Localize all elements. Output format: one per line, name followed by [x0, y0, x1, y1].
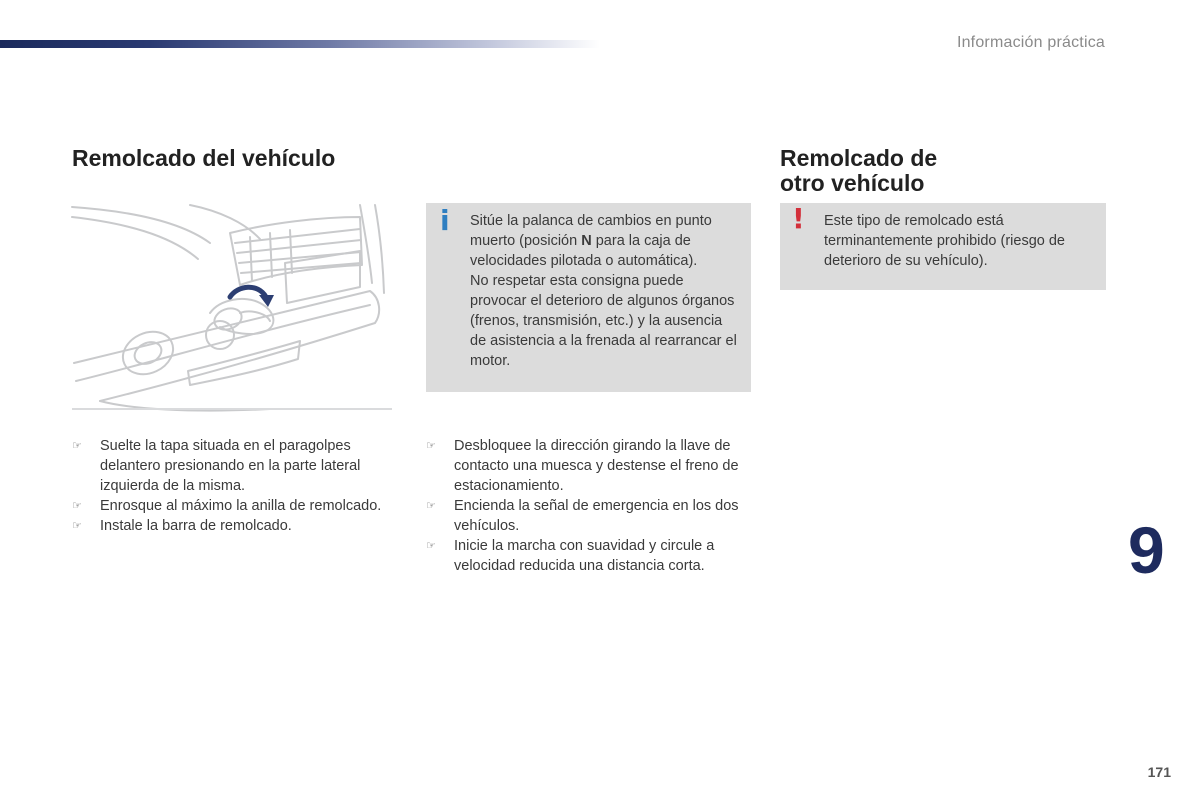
step-text: Inicie la marcha con suavidad y circule a velocidad reducida una distancia corta.	[454, 538, 715, 574]
pointing-hand-icon: ☞	[72, 519, 82, 532]
step-text: Suelte la tapa situada en el paragolpes delantero presionando en la parte lateral izquierda de la misma.	[100, 438, 361, 494]
warning-icon: !	[792, 202, 805, 235]
warning-note-text: Este tipo de remolcado está terminantemente prohibido (riesgo de deterioro de su vehículo).	[824, 213, 1065, 269]
info-text-part-2: para la caja de velocidades pilotada o automática).	[470, 233, 698, 269]
page-title-towing-vehicle: Remolcado del vehículo	[72, 145, 336, 171]
step-text: Instale la barra de remolcado.	[100, 518, 292, 534]
pointing-hand-icon: ☞	[426, 539, 436, 552]
section-label: Información práctica	[956, 34, 1105, 51]
pointing-hand-icon: ☞	[72, 499, 82, 512]
pointing-hand-icon: ☞	[426, 439, 436, 452]
title-line-2: otro vehículo	[780, 170, 925, 196]
towing-steps-list-2	[426, 436, 756, 576]
info-icon: i	[440, 204, 450, 237]
info-text-part-1: Sitúe la palanca de cambios en punto muerto (posición	[470, 213, 712, 249]
page-number: 171	[1147, 764, 1171, 780]
pointing-hand-icon: ☞	[72, 439, 82, 452]
page-title-towing-other	[780, 146, 1080, 196]
towing-steps-list	[72, 436, 387, 536]
list-item	[72, 496, 387, 516]
step-text: Enrosque al máximo la anilla de remolcado.	[100, 498, 382, 514]
info-text-part-3: No respetar esta consigna puede provocar el deterioro de algunos órganos (frenos, transmisión, etc.) y la ausencia de asistencia a la frenada al rearrancar el motor.	[470, 273, 737, 369]
info-note	[426, 203, 751, 392]
list-item	[426, 536, 756, 576]
list-item	[72, 516, 387, 536]
info-text-gear: N	[581, 233, 592, 249]
list-item	[72, 436, 387, 496]
title-line-1: Remolcado de	[780, 145, 938, 171]
info-note-text	[470, 211, 739, 371]
chapter-number: 9	[1128, 513, 1165, 587]
list-item	[426, 436, 756, 496]
warning-note	[780, 203, 1106, 290]
list-item	[426, 496, 756, 536]
step-text: Encienda la señal de emergencia en los dos vehículos.	[454, 498, 739, 534]
pointing-hand-icon: ☞	[426, 499, 436, 512]
towing-eye-illustration	[70, 203, 392, 415]
header-gradient-bar	[0, 40, 600, 48]
step-text: Desbloquee la dirección girando la llave de contacto una muesca y destense el freno de estacionamiento.	[454, 438, 739, 494]
